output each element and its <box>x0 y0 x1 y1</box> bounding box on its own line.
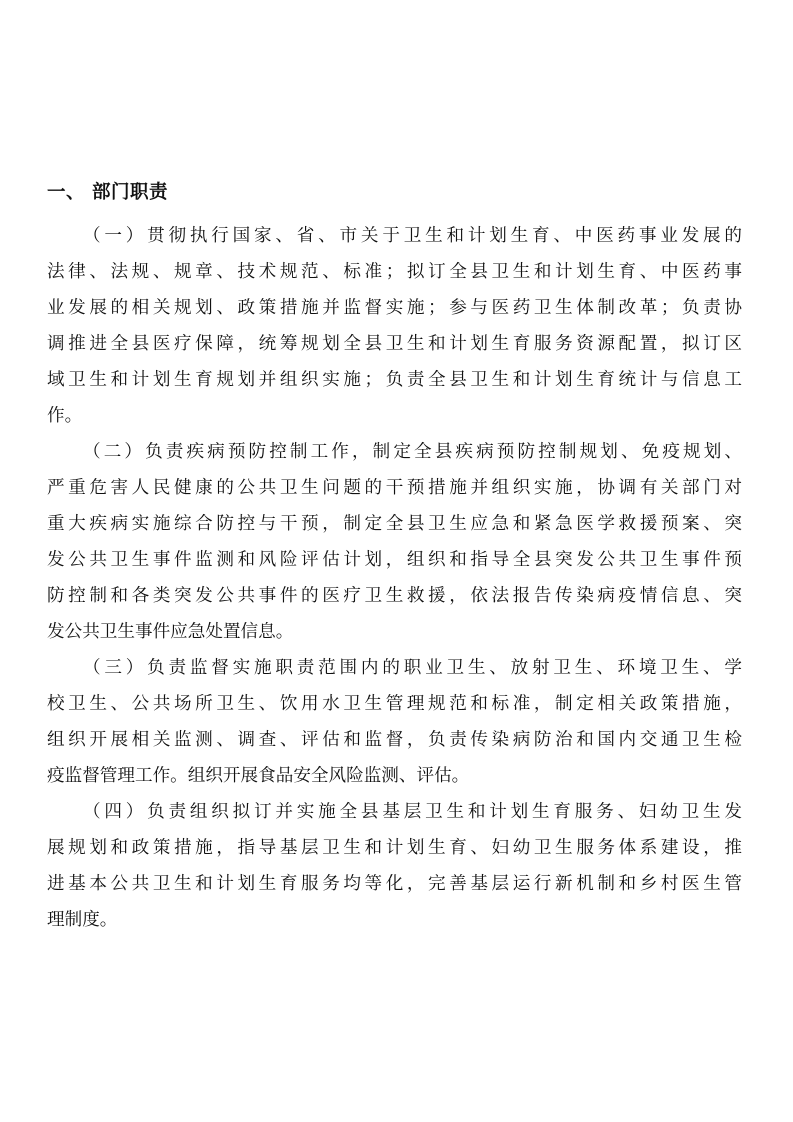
paragraph-list <box>47 218 742 938</box>
paragraph-line: （三）负责监督实施职责范围内的职业卫生、放射卫生、环境卫生、学 <box>83 658 742 678</box>
paragraph-line: 发公共卫生事件监测和风险评估计划，组织和指导全县突发公共卫生事件预 <box>47 550 742 570</box>
paragraph-line: （二）负责疾病预防控制工作，制定全县疾病预防控制规划、免疫规划、 <box>83 442 742 462</box>
paragraph-line: 组织开展相关监测、调查、评估和监督，负责传染病防治和国内交通卫生检 <box>47 730 742 750</box>
paragraph-line: 展规划和政策措施，指导基层卫生和计划生育、妇幼卫生服务体系建设，推 <box>47 838 742 858</box>
section-title: 一、 部门职责 <box>47 182 168 203</box>
paragraph-line: 理制度。 <box>47 910 118 930</box>
paragraph-line: 重大疾病实施综合防控与干预，制定全县卫生应急和紧急医学救援预案、突 <box>47 514 742 534</box>
paragraph-line: （一）贯彻执行国家、省、市关于卫生和计划生育、中医药事业发展的 <box>83 226 742 246</box>
paragraph-line: 防控制和各类突发公共事件的医疗卫生救援，依法报告传染病疫情信息、突 <box>47 586 742 606</box>
paragraph-line: 进基本公共卫生和计划生育服务均等化，完善基层运行新机制和乡村医生管 <box>47 874 742 894</box>
paragraph <box>47 434 742 650</box>
paragraph-line: （四）负责组织拟订并实施全县基层卫生和计划生育服务、妇幼卫生发 <box>83 802 742 822</box>
paragraph-line: 严重危害人民健康的公共卫生问题的干预措施并组织实施，协调有关部门对 <box>47 478 742 498</box>
paragraph <box>47 218 742 434</box>
paragraph-line: 调推进全县医疗保障，统筹规划全县卫生和计划生育服务资源配置，拟订区 <box>47 334 742 354</box>
paragraph-line: 作。 <box>47 406 83 426</box>
paragraph-line: 域卫生和计划生育规划并组织实施；负责全县卫生和计划生育统计与信息工 <box>47 370 742 390</box>
paragraph <box>47 650 742 794</box>
paragraph-line: 校卫生、公共场所卫生、饮用水卫生管理规范和标准，制定相关政策措施， <box>47 694 742 714</box>
paragraph <box>47 794 742 938</box>
document-body <box>47 176 742 938</box>
paragraph-line: 疫监督管理工作。组织开展食品安全风险监测、评估。 <box>47 766 470 786</box>
paragraph-line: 业发展的相关规划、政策措施并监督实施；参与医药卫生体制改革；负责协 <box>47 298 742 318</box>
paragraph-line: 发公共卫生事件应急处置信息。 <box>47 622 294 642</box>
paragraph-line: 法律、法规、规章、技术规范、标准；拟订全县卫生和计划生育、中医药事 <box>47 262 742 282</box>
